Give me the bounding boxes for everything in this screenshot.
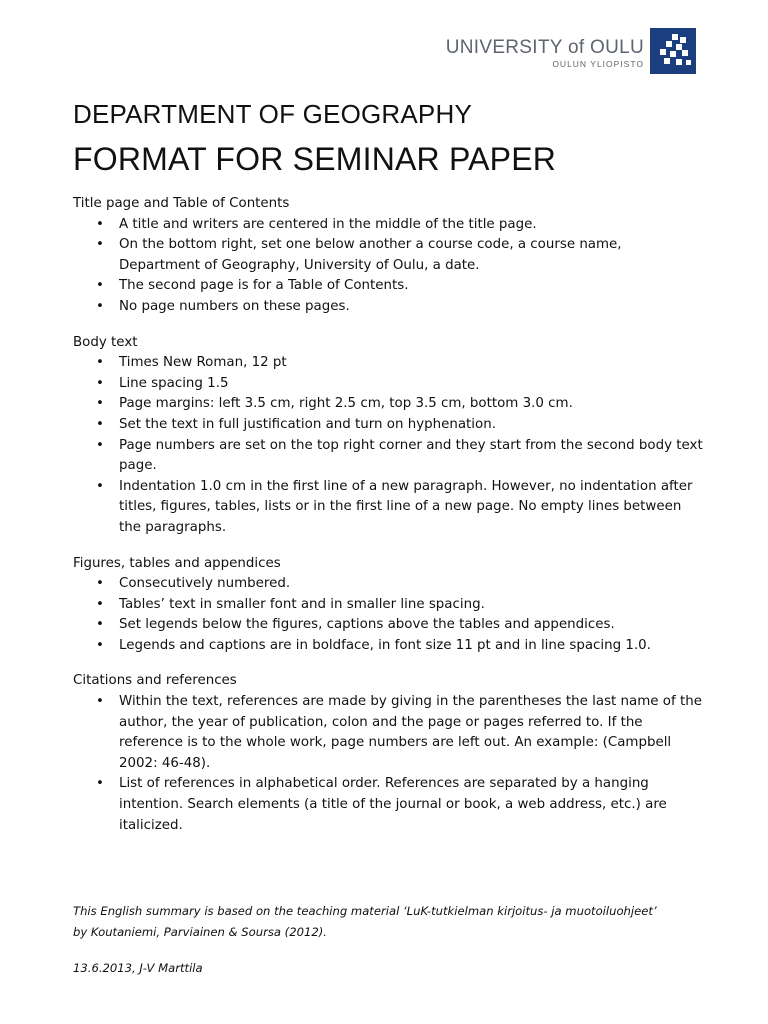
university-logo <box>446 28 696 74</box>
list-item: • Page numbers are set on the top right corner and they start from the second body text page. <box>73 436 703 477</box>
bullet-list <box>73 692 703 836</box>
section-heading: Body text <box>73 334 138 350</box>
list-item: • Page margins: left 3.5 cm, right 2.5 cm, top 3.5 cm, bottom 3.0 cm. <box>73 394 703 415</box>
logo-sub-text: OULUN YLIOPISTO <box>552 59 644 69</box>
section-figures-tables <box>73 554 703 657</box>
footer-note: This English summary is based on the teaching material ‘LuK-tutkielman kirjoitus- ja muotoiluohjeet’ by Koutaniemi, Parviainen & Soursa (2012). <box>73 904 657 939</box>
section-title-page <box>73 194 703 318</box>
bullet-list <box>73 574 703 656</box>
department-heading: DEPARTMENT OF GEOGRAPHY <box>73 99 472 129</box>
section-spacer <box>73 656 703 671</box>
list-item: • Tables’ text in smaller font and in smaller line spacing. <box>73 595 703 616</box>
footer-date: 13.6.2013, J-V Marttila <box>73 961 203 975</box>
logo-emblem-icon <box>650 28 696 74</box>
logo-emblem-graphic <box>650 28 696 74</box>
section-heading: Citations and references <box>73 673 237 689</box>
section-spacer <box>73 539 703 554</box>
section-heading: Title page and Table of Contents <box>73 196 290 211</box>
list-item: • Indentation 1.0 cm in the first line of a new paragraph. However, no indentation after titles, figures, tables, lists or in the first line of a new page. No empty lines between the paragraphs. <box>73 477 703 539</box>
list-item: • No page numbers on these pages. <box>73 297 703 318</box>
section-heading: Figures, tables and appendices <box>73 555 281 571</box>
document-body <box>73 194 703 836</box>
list-item: • The second page is for a Table of Contents. <box>73 276 703 297</box>
bullet-list <box>73 353 703 538</box>
logo-text <box>446 38 644 70</box>
list-item: • List of references in alphabetical order. References are separated by a hanging intention. Search elements (a title of the journal or book, a web address, etc.) are italicized. <box>73 774 703 836</box>
list-item: • Set legends below the figures, captions above the tables and appendices. <box>73 615 703 636</box>
section-citations <box>73 671 703 836</box>
list-item: • On the bottom right, set one below another a course code, a course name, Department of Geography, University of Oulu, a date. <box>73 235 703 276</box>
list-item: • Times New Roman, 12 pt <box>73 353 703 374</box>
logo-main-text: UNIVERSITY of OULU <box>445 37 644 58</box>
list-item: • Legends and captions are in boldface, in font size 11 pt and in line spacing 1.0. <box>73 636 703 657</box>
list-item: • A title and writers are centered in the middle of the title page. <box>73 215 703 236</box>
list-item: • Line spacing 1.5 <box>73 374 703 395</box>
list-item: • Within the text, references are made by giving in the parentheses the last name of the author, the year of publication, colon and the page or pages referred to. If the reference is to the whole work, page numbers are left out. An example: (Campbell 2002: 46-48). <box>73 692 703 774</box>
page-title: FORMAT FOR SEMINAR PAPER <box>73 141 557 177</box>
list-item: • Set the text in full justification and turn on hyphenation. <box>73 415 703 436</box>
section-spacer <box>73 318 703 333</box>
bullet-list <box>73 215 703 318</box>
section-body-text <box>73 333 703 539</box>
list-item: • Consecutively numbered. <box>73 574 703 595</box>
